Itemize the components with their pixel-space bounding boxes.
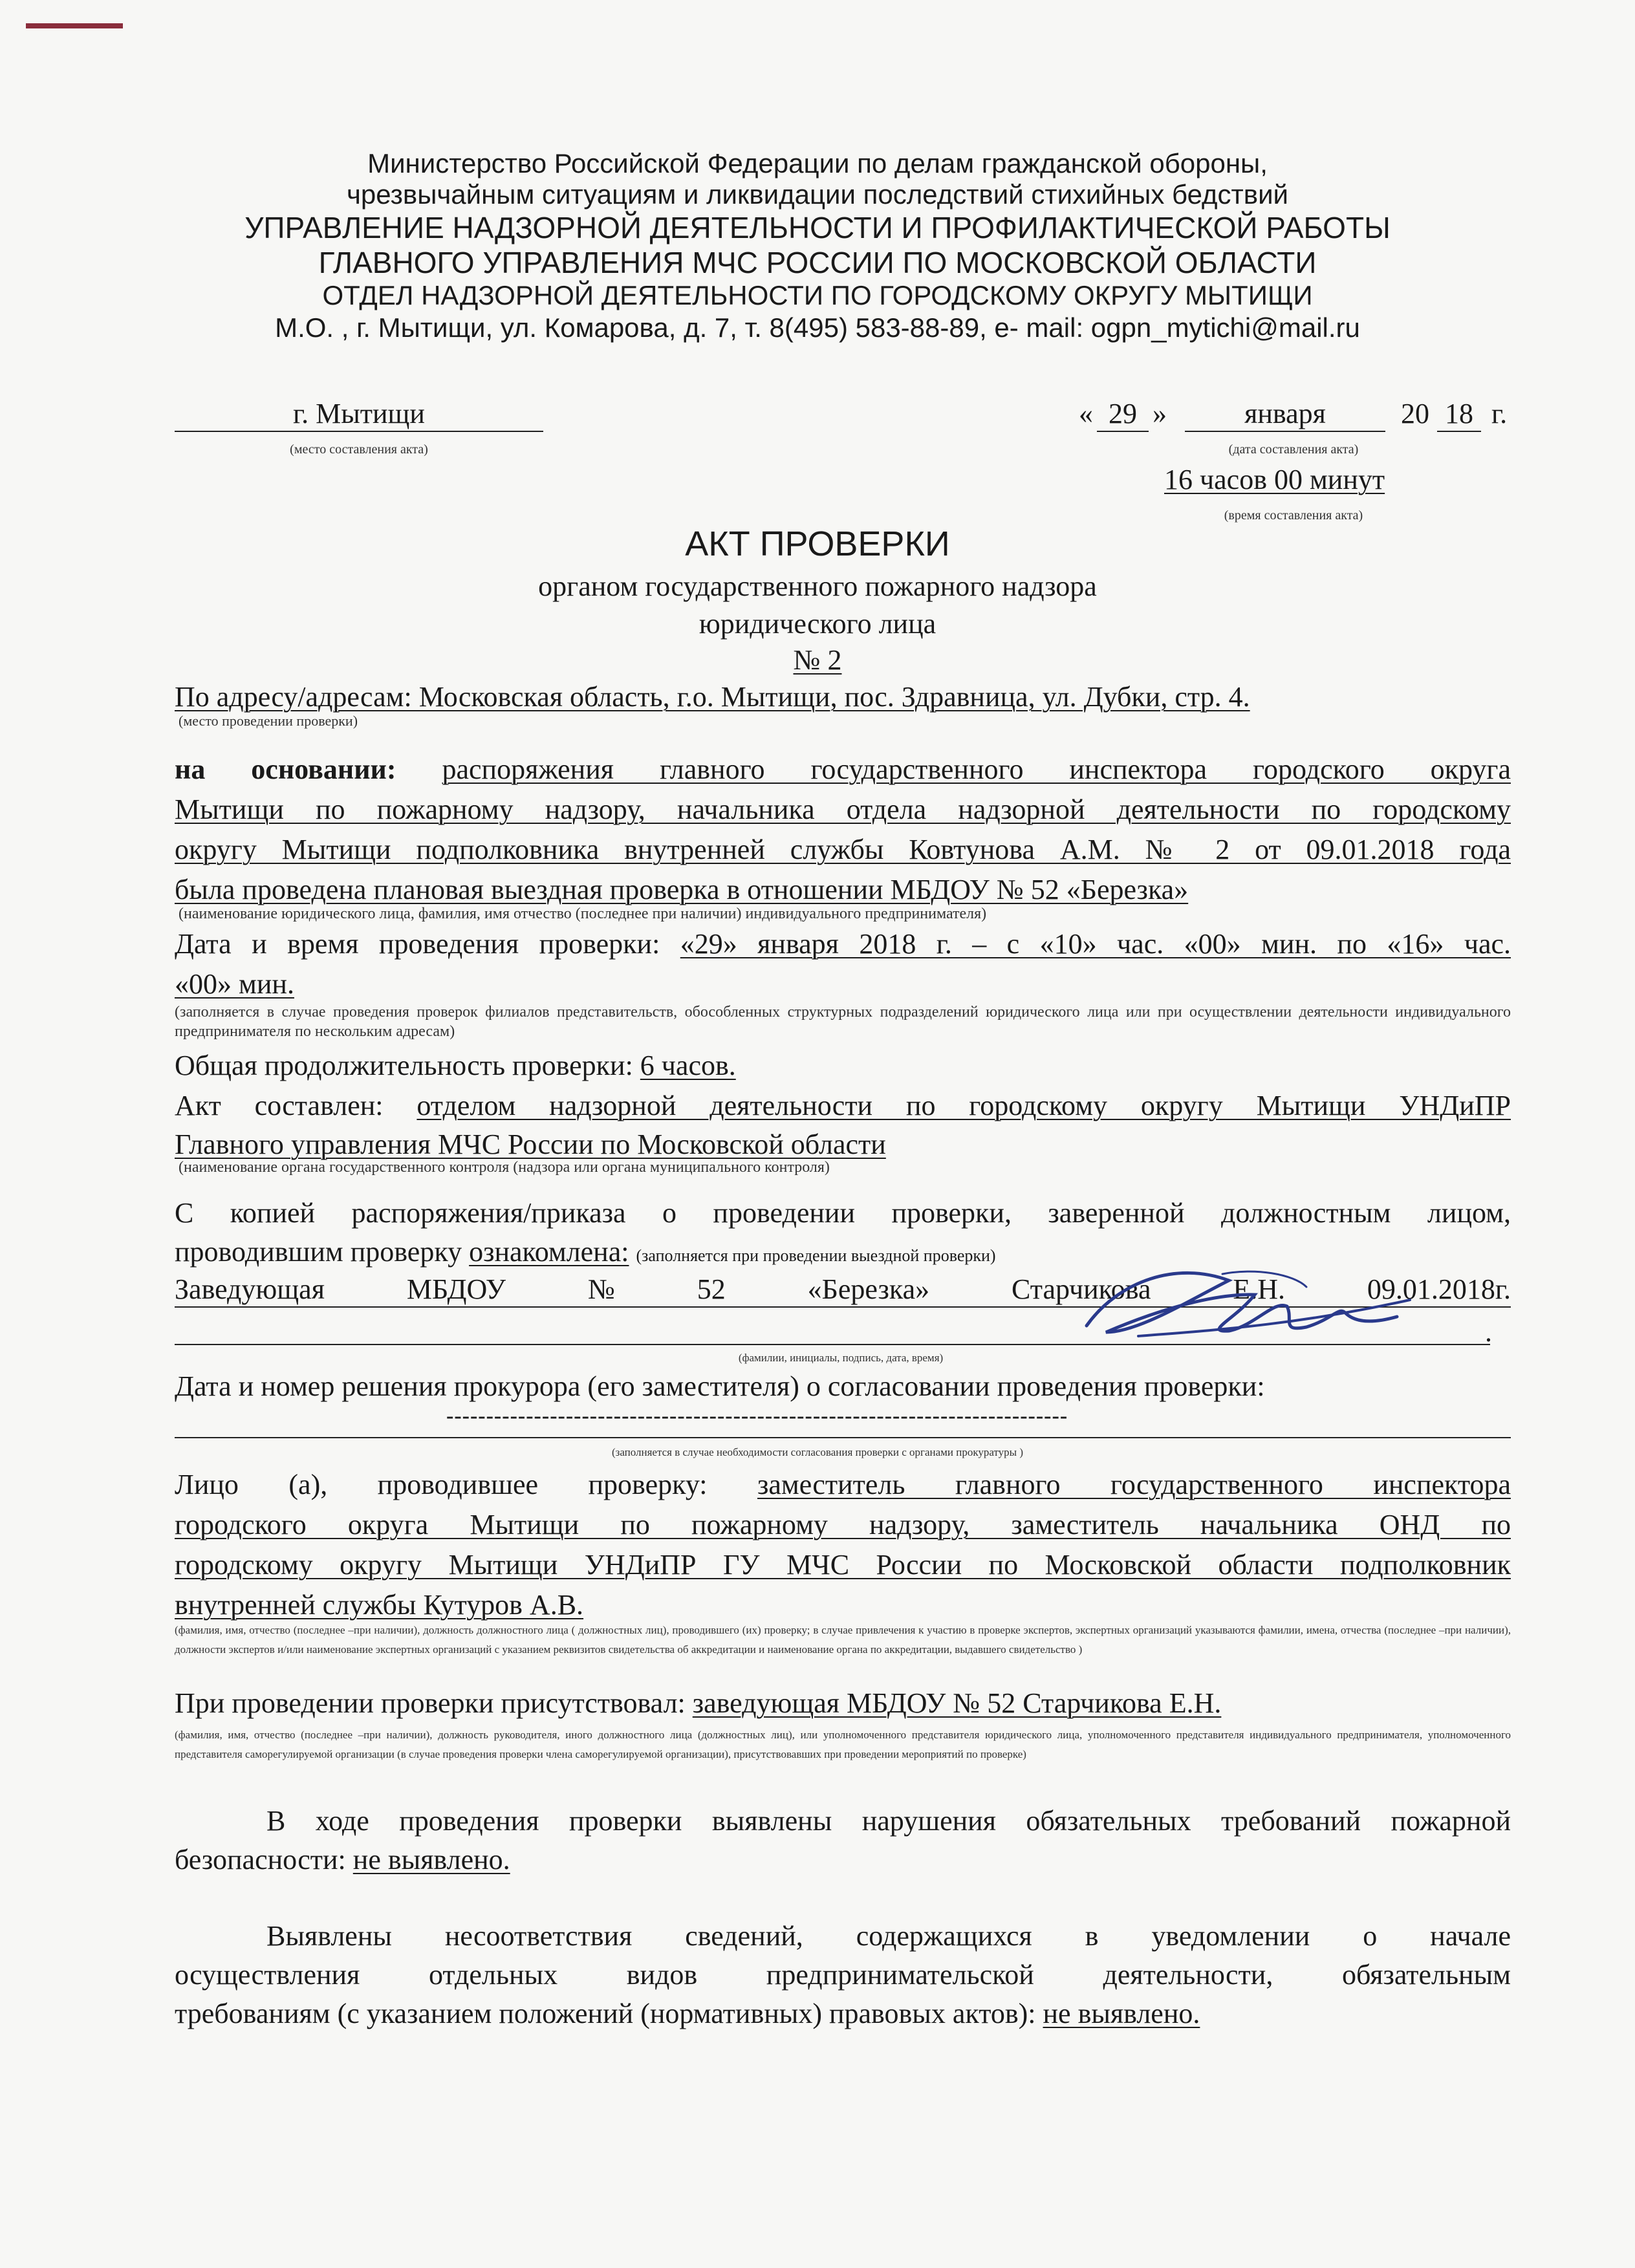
acquainted-line-2 (175, 1233, 996, 1275)
inspection-datetime-value-2: «00» мин. (175, 968, 294, 1000)
inspector-label: Лицо (а), проводившее проверку: (175, 1469, 708, 1500)
duration-label: Общая продолжительность проверки: (175, 1050, 633, 1081)
act-title: АКТ ПРОВЕРКИ (685, 524, 950, 563)
date-month-underline (1185, 431, 1385, 432)
violations-line-2 (175, 1841, 510, 1879)
inspector-value-2: городского округа Мытищи по пожарному надзору, заместитель начальника ОНД по (175, 1509, 1511, 1540)
header-ministry-line1: Министерство Российской Федерации по делам гражданской обороны, (367, 148, 1268, 178)
date-day-underline (1097, 431, 1149, 432)
composed-by-label: Акт составлен: (175, 1090, 384, 1121)
date-caption: (дата составления акта) (1228, 442, 1359, 457)
place-underline (175, 431, 543, 432)
signer-end-dot: . (1485, 1316, 1492, 1348)
signer-word-3: № (587, 1273, 615, 1305)
time-value: 16 часов 00 минут (1164, 464, 1385, 495)
present-line (175, 1684, 1221, 1723)
violations-line-1: В ходе проведения проверки выявлены нарушения обязательных требований пожарной (266, 1805, 1511, 1837)
signer-word-8: 09.01.2018г. (1367, 1273, 1511, 1305)
header-directorate: УПРАВЛЕНИЕ НАДЗОРНОЙ ДЕЯТЕЛЬНОСТИ И ПРОФИЛАКТИЧЕСКОЙ РАБОТЫ (244, 211, 1391, 244)
date-day: 29 (1109, 398, 1137, 429)
duration-line (175, 1046, 736, 1085)
violations-prefix: безопасности: (175, 1844, 346, 1875)
inspection-address: По адресу/адресам: Московская область, г.о. Мытищи, пос. Здравница, ул. Дубки, стр. 4. (175, 681, 1250, 713)
inspection-datetime-caption: (заполняется в случае проведения проверок филиалов представительств, обособленных структурных подразделений юридического лица или при осуществлении деятельности индивидуального предпринимателя по нескольким адресам) (175, 1004, 1511, 1040)
inconsistencies-line-3 (175, 1994, 1200, 2033)
basis-line-1 (175, 750, 1511, 789)
inspection-datetime-label: Дата и время проведения проверки: (175, 928, 660, 960)
place-value: г. Мытищи (293, 398, 425, 429)
act-number: № 2 (793, 644, 842, 676)
place-caption: (место составления акта) (290, 442, 428, 457)
present-caption: (фамилия, имя, отчество (последнее –при наличии), должность руководителя, иного должностного лица (должностных лиц), или уполномоченного представителя юридического лица, уполномоченного представителя индивидуального предпринимателя, уполномоченного представителя саморегулируемой организации (в случае проведения проверки члена саморегулируемой организации), присутствовавших при проведении мероприятий по проверке) (175, 1729, 1511, 1760)
inspection-datetime-value-1: «29» января 2018 г. – с «10» час. «00» мин. по «16» час. (680, 928, 1511, 960)
composed-by-value-1: отделом надзорной деятельности по городскому округу Мытищи УНДиПР (417, 1090, 1511, 1121)
date-open-quote: « (1079, 398, 1093, 429)
signer-word-4: 52 (697, 1273, 726, 1305)
basis-text-1: распоряжения главного государственного инспектора городского округа (442, 753, 1511, 785)
date-year-underline (1437, 431, 1481, 432)
address-caption: (место проведении проверки) (179, 713, 358, 729)
composed-by-line-1 (175, 1086, 1511, 1125)
header-main-directorate: ГЛАВНОГО УПРАВЛЕНИЯ МЧС РОССИИ ПО МОСКОВСКОЙ ОБЛАСТИ (318, 246, 1317, 279)
inspector-caption: (фамилия, имя, отчество (последнее –при наличии), должность должностного лица ( должностных лиц), проводившего (их) проверку; в случае привлечения к участию в проверке экспертов, экспертных организаций указываются фамилии, имена, отчества (последнее –при наличии), должности экспертов и/или наименование экспертных организаций с указанием реквизитов свидетельства об аккредитации и наименование органа по аккредитации, выдавшего свидетельство ) (175, 1624, 1511, 1656)
basis-text-2: Мытищи по пожарному надзору, начальника отдела надзорной деятельности по городскому (175, 794, 1511, 825)
violations-value: не выявлено. (352, 1844, 510, 1875)
header-contacts: М.О. , г. Мытищи, ул. Комарова, д. 7, т. 8(495) 583-88-89, е- mail: ogpn_mytichi@mail.ru (275, 312, 1360, 343)
date-month: января (1244, 398, 1326, 429)
signature-image (1061, 1255, 1423, 1358)
inspector-value-3: городскому округу Мытищи УНДиПР ГУ МЧС России по Московской области подполковник (175, 1549, 1511, 1581)
date-year-suffix: 18 (1445, 398, 1473, 429)
inspector-line-1 (175, 1465, 1511, 1504)
prosecutor-caption: (заполняется в случае необходимости согласования проверки с органами прокуратуры ) (611, 1446, 1024, 1458)
act-subtitle-2: юридического лица (698, 608, 937, 640)
act-subtitle-1: органом государственного пожарного надзора (538, 570, 1097, 602)
inconsistencies-value: не выявлено. (1043, 1998, 1200, 2029)
time-caption: (время составления акта) (1224, 508, 1363, 523)
prosecutor-dashes: ------------------------------------------------------------------------------ (446, 1404, 1068, 1428)
date-close-quote: » (1153, 398, 1167, 429)
inconsistencies-prefix: требованиям (с указанием положений (нормативных) правовых актов): (175, 1998, 1036, 2029)
basis-text-3: округу Мытищи подполковника внутренней службы Ковтунова А.М. № 2 от 09.01.2018 года (175, 834, 1511, 865)
signer-word-5: «Березка» (807, 1273, 930, 1305)
basis-label: на основании: (175, 753, 396, 785)
basis-caption: (наименование юридического лица, фамилия, имя отчество (последнее при наличии) индивидуального предпринимателя) (179, 905, 987, 922)
basis-text-4: была проведена плановая выездная проверка в отношении МБДОУ № 52 «Березка» (175, 874, 1189, 905)
inspector-value-4: внутренней службы Кутуров А.В. (175, 1589, 584, 1621)
prosecutor-text: Дата и номер решения прокурора (его заместителя) о согласовании проведения проверки: (175, 1370, 1265, 1402)
inconsistencies-line-2: осуществления отдельных видов предпринимательской деятельности, обязательным (175, 1959, 1511, 1991)
acquainted-prefix: проводившим проверку (175, 1236, 462, 1268)
composed-by-caption: (наименование органа государственного контроля (надзора или органа муниципального контроля) (179, 1159, 830, 1176)
date-year-unit: г. (1491, 398, 1508, 429)
inspector-value-1: заместитель главного государственного инспектора (757, 1469, 1511, 1500)
date-year-prefix: 20 (1401, 398, 1429, 429)
acquainted-value: ознакомлена: (469, 1236, 629, 1268)
acquainted-line-1: С копией распоряжения/приказа о проведении проверки, заверенной должностным лицом, (175, 1197, 1511, 1229)
acquainted-note: (заполняется при проведении выездной проверки) (636, 1246, 996, 1265)
composed-by-value-2: Главного управления МЧС России по Московской области (175, 1129, 886, 1160)
signer-caption: (фамилии, инициалы, подпись, дата, время) (738, 1352, 944, 1364)
signer-word-7: Е.Н. (1233, 1273, 1286, 1305)
header-department: ОТДЕЛ НАДЗОРНОЙ ДЕЯТЕЛЬНОСТИ ПО ГОРОДСКОМУ ОКРУГУ МЫТИЩИ (322, 280, 1313, 310)
present-value: заведующая МБДОУ № 52 Старчикова Е.Н. (692, 1687, 1222, 1719)
prosecutor-underline (175, 1437, 1511, 1438)
present-label: При проведении проверки присутствовал: (175, 1687, 686, 1719)
signer-word-1: Заведующая (175, 1273, 325, 1305)
inspection-datetime-line-1 (175, 925, 1511, 964)
corner-mark (26, 23, 123, 28)
header-ministry-line2: чрезвычайным ситуациям и ликвидации последствий стихийных бедствий (346, 179, 1289, 210)
inconsistencies-line-1: Выявлены несоответствия сведений, содержащихся в уведомлении о начале (266, 1920, 1511, 1952)
duration-value: 6 часов. (640, 1050, 736, 1081)
signer-word-2: МБДОУ (406, 1273, 506, 1305)
signer-word-6: Старчикова (1011, 1273, 1151, 1305)
